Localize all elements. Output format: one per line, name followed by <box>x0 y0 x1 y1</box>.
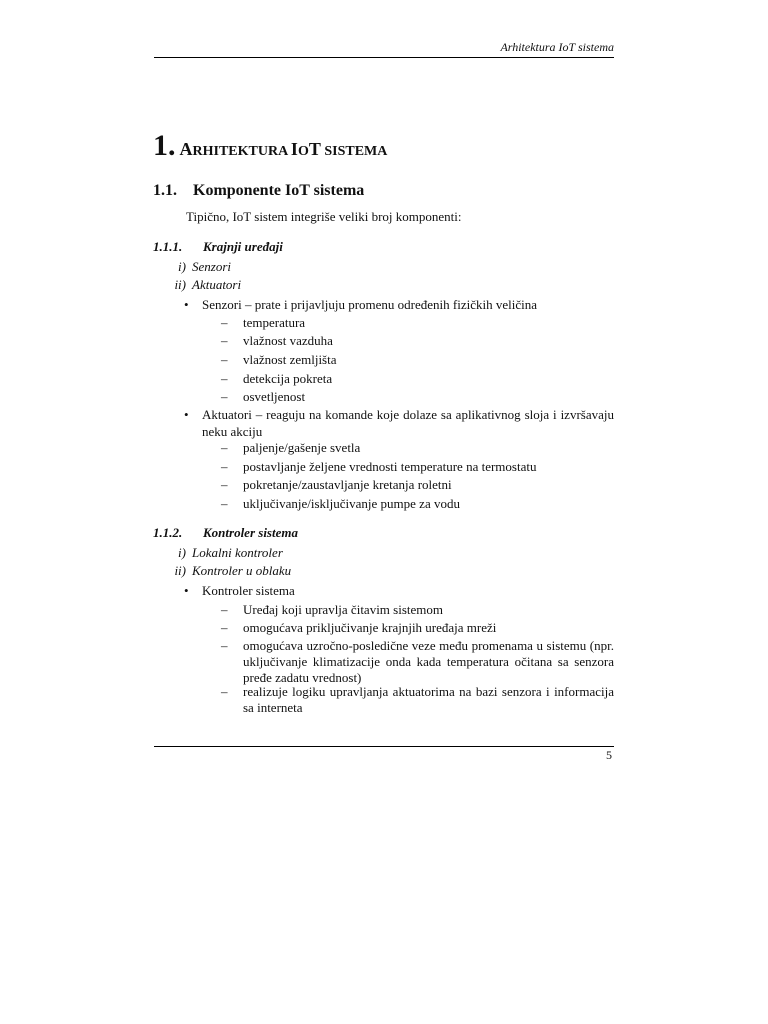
dash-item <box>215 440 360 456</box>
dash-text: vlažnost vazduha <box>243 333 333 348</box>
bullet-text: Aktuatori – reaguju na komande koje dolaze sa aplikativnog sloja i izvršavaju neku akciju <box>202 407 614 439</box>
chapter-title-cap: I <box>290 139 298 159</box>
roman-numeral: i) <box>178 545 186 560</box>
roman-item <box>162 277 241 293</box>
dash-item <box>215 638 614 686</box>
dash-text: Uređaj koji upravlja čitavim sistemom <box>243 602 444 617</box>
dash-text: realizuje logiku upravljanja aktuatorima na bazi senzora i informacija sa interneta <box>243 684 614 715</box>
dash-item <box>215 477 452 493</box>
roman-label: Aktuatori <box>192 277 242 292</box>
roman-label: Lokalni kontroler <box>192 545 283 560</box>
roman-item <box>162 259 231 275</box>
bullet-marker: • <box>184 583 189 598</box>
dash-text: postavljanje željene vrednosti temperature na termostatu <box>243 459 537 474</box>
dash-item <box>215 352 337 368</box>
bullet-text: Senzori – prate i prijavljuju promenu određenih fizičkih veličina <box>202 297 538 312</box>
dash-item <box>215 602 443 618</box>
roman-numeral: ii) <box>174 563 186 578</box>
subsection-heading <box>153 525 298 541</box>
roman-item <box>162 545 283 561</box>
section-number: 1.1. <box>153 182 177 199</box>
subsection-number: 1.1.1. <box>153 239 183 254</box>
dash-item <box>215 620 496 636</box>
dash-item <box>215 371 332 387</box>
dash-text: omogućava priključivanje krajnjih uređaja mreži <box>243 620 497 635</box>
roman-label: Kontroler u oblaku <box>192 563 292 578</box>
roman-numeral: i) <box>178 259 186 274</box>
dash-marker: – <box>221 440 228 455</box>
page-number: 5 <box>606 748 612 762</box>
dash-marker: – <box>221 684 228 699</box>
dash-marker: – <box>221 459 228 474</box>
bullet-marker: • <box>184 297 189 312</box>
dash-item <box>215 389 305 405</box>
dash-text: paljenje/gašenje svetla <box>243 440 361 455</box>
subsection-number: 1.1.2. <box>153 525 183 540</box>
dash-marker: – <box>221 315 228 330</box>
chapter-title-part: O <box>297 144 309 159</box>
chapter-title <box>153 126 387 172</box>
footer-rule <box>154 746 614 747</box>
dash-marker: – <box>221 371 228 386</box>
bullet-item <box>178 296 537 313</box>
dash-text: vlažnost zemljišta <box>243 352 337 367</box>
subsection-heading <box>153 239 283 255</box>
subsection-title: Kontroler sistema <box>203 525 298 540</box>
running-header: Arhitektura IoT sistema <box>500 40 614 54</box>
dash-marker: – <box>221 389 228 404</box>
roman-label: Senzori <box>192 259 231 274</box>
dash-text: pokretanje/zaustavljanje kretanja roletni <box>243 477 452 492</box>
dash-item <box>215 684 614 716</box>
bullet-item <box>178 582 295 599</box>
dash-item <box>215 315 305 331</box>
roman-numeral: ii) <box>174 277 186 292</box>
dash-item <box>215 496 460 512</box>
bullet-item <box>178 406 614 440</box>
dash-marker: – <box>221 352 228 367</box>
dash-text: temperatura <box>243 315 306 330</box>
dash-text: omogućava uzročno-posledične veze među promenama u sistemu (npr. uključivanje klimatizacije onda kada temperatura očitana sa senzora pređe zadatu vrednost) <box>243 638 614 685</box>
dash-marker: – <box>221 477 228 492</box>
dash-marker: – <box>221 602 228 617</box>
chapter-title-part: RHITEKTURA <box>192 144 291 159</box>
chapter-title-cap: T <box>308 139 321 159</box>
dash-marker: – <box>221 333 228 348</box>
dash-text: detekcija pokreta <box>243 371 333 386</box>
subsection-title: Krajnji uređaji <box>203 239 283 254</box>
section-intro: Tipično, IoT sistem integriše veliki broj komponenti: <box>186 209 462 224</box>
chapter-title-part: SISTEMA <box>320 144 388 159</box>
roman-item <box>162 563 291 579</box>
chapter-title-cap: A <box>179 139 193 159</box>
dash-text: uključivanje/isključivanje pumpe za vodu <box>243 496 460 511</box>
header-rule <box>154 57 614 58</box>
dash-item <box>215 459 536 475</box>
dash-item <box>215 333 333 349</box>
section-heading <box>153 182 364 200</box>
dash-marker: – <box>221 638 228 653</box>
bullet-marker: • <box>184 407 189 422</box>
section-title: Komponente IoT sistema <box>193 182 365 199</box>
chapter-number: 1. <box>153 129 176 162</box>
dash-marker: – <box>221 496 228 511</box>
bullet-text: Kontroler sistema <box>202 583 295 598</box>
dash-text: osvetljenost <box>243 389 306 404</box>
dash-marker: – <box>221 620 228 635</box>
